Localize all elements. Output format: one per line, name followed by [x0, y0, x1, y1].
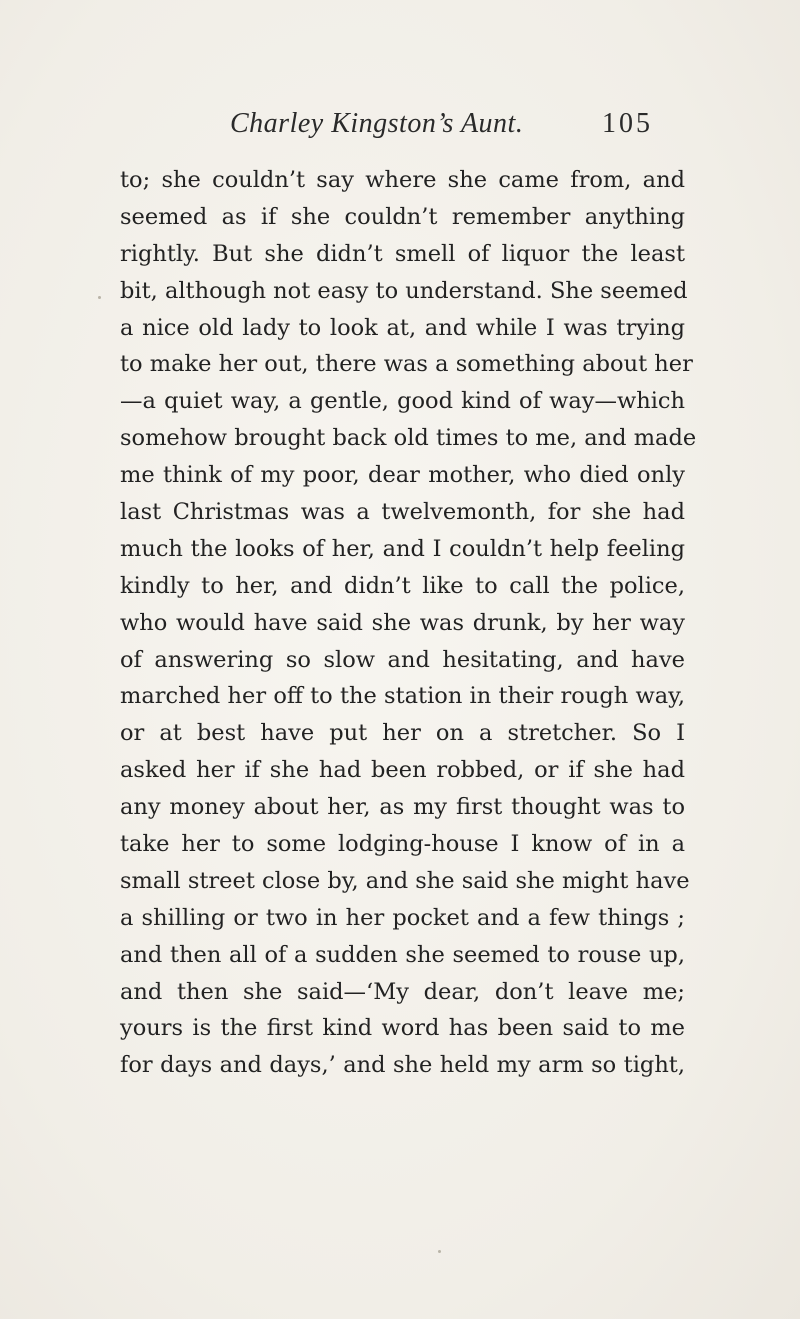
running-title: Charley Kingston’s Aunt. [230, 108, 524, 139]
text-line: to make her out, there was a something about her [120, 351, 693, 378]
text-line: and then she said—‘My dear, don’t leave me; [120, 978, 685, 1005]
paper-speck [438, 1250, 441, 1253]
text-line: small street close by, and she said she might have [120, 867, 690, 894]
text-line: me think of my poor, dear mother, who died only [120, 462, 685, 489]
text-line: somehow brought back old times to me, and made [120, 425, 697, 452]
text-line: of answering so slow and hesitating, and have [120, 646, 685, 673]
text-line: —a quiet way, a gentle, good kind of way—which [120, 388, 685, 415]
text-line: to; she couldn’t say where she came from, and [120, 167, 685, 193]
text-line: and then all of a sudden she seemed to rouse up, [120, 941, 685, 968]
text-line: bit, although not easy to understand. She seemed [120, 277, 688, 304]
text-line: seemed as if she couldn’t remember anything [120, 203, 685, 230]
page-number: 105 [602, 108, 653, 139]
text-line: take her to some lodging-house I know of in a [120, 831, 685, 858]
running-header [230, 108, 690, 148]
text-line: yours is the first kind word has been said to me [120, 1015, 685, 1042]
text-line: any money about her, as my first thought was to [120, 794, 685, 821]
text-line: asked her if she had been robbed, or if she had [120, 757, 685, 784]
text-line: or at best have put her on a stretcher. So I [120, 720, 685, 747]
text-line: for days and days,’ and she held my arm so tight, [120, 1052, 685, 1079]
text-line: rightly. But she didn’t smell of liquor the least [120, 240, 685, 267]
text-line: a shilling or two in her pocket and a few things ; [120, 904, 685, 931]
paper-speck [98, 296, 101, 299]
text-line: who would have said she was drunk, by her way [120, 609, 685, 636]
text-line: much the looks of her, and I couldn’t help feeling [120, 535, 685, 562]
text-line: last Christmas was a twelvemonth, for she had [120, 499, 685, 526]
body-text [120, 162, 697, 1084]
text-line: marched her off to the station in their rough way, [120, 683, 685, 710]
text-line: kindly to her, and didn’t like to call the police, [120, 572, 685, 599]
text-line: a nice old lady to look at, and while I was trying [120, 314, 685, 341]
